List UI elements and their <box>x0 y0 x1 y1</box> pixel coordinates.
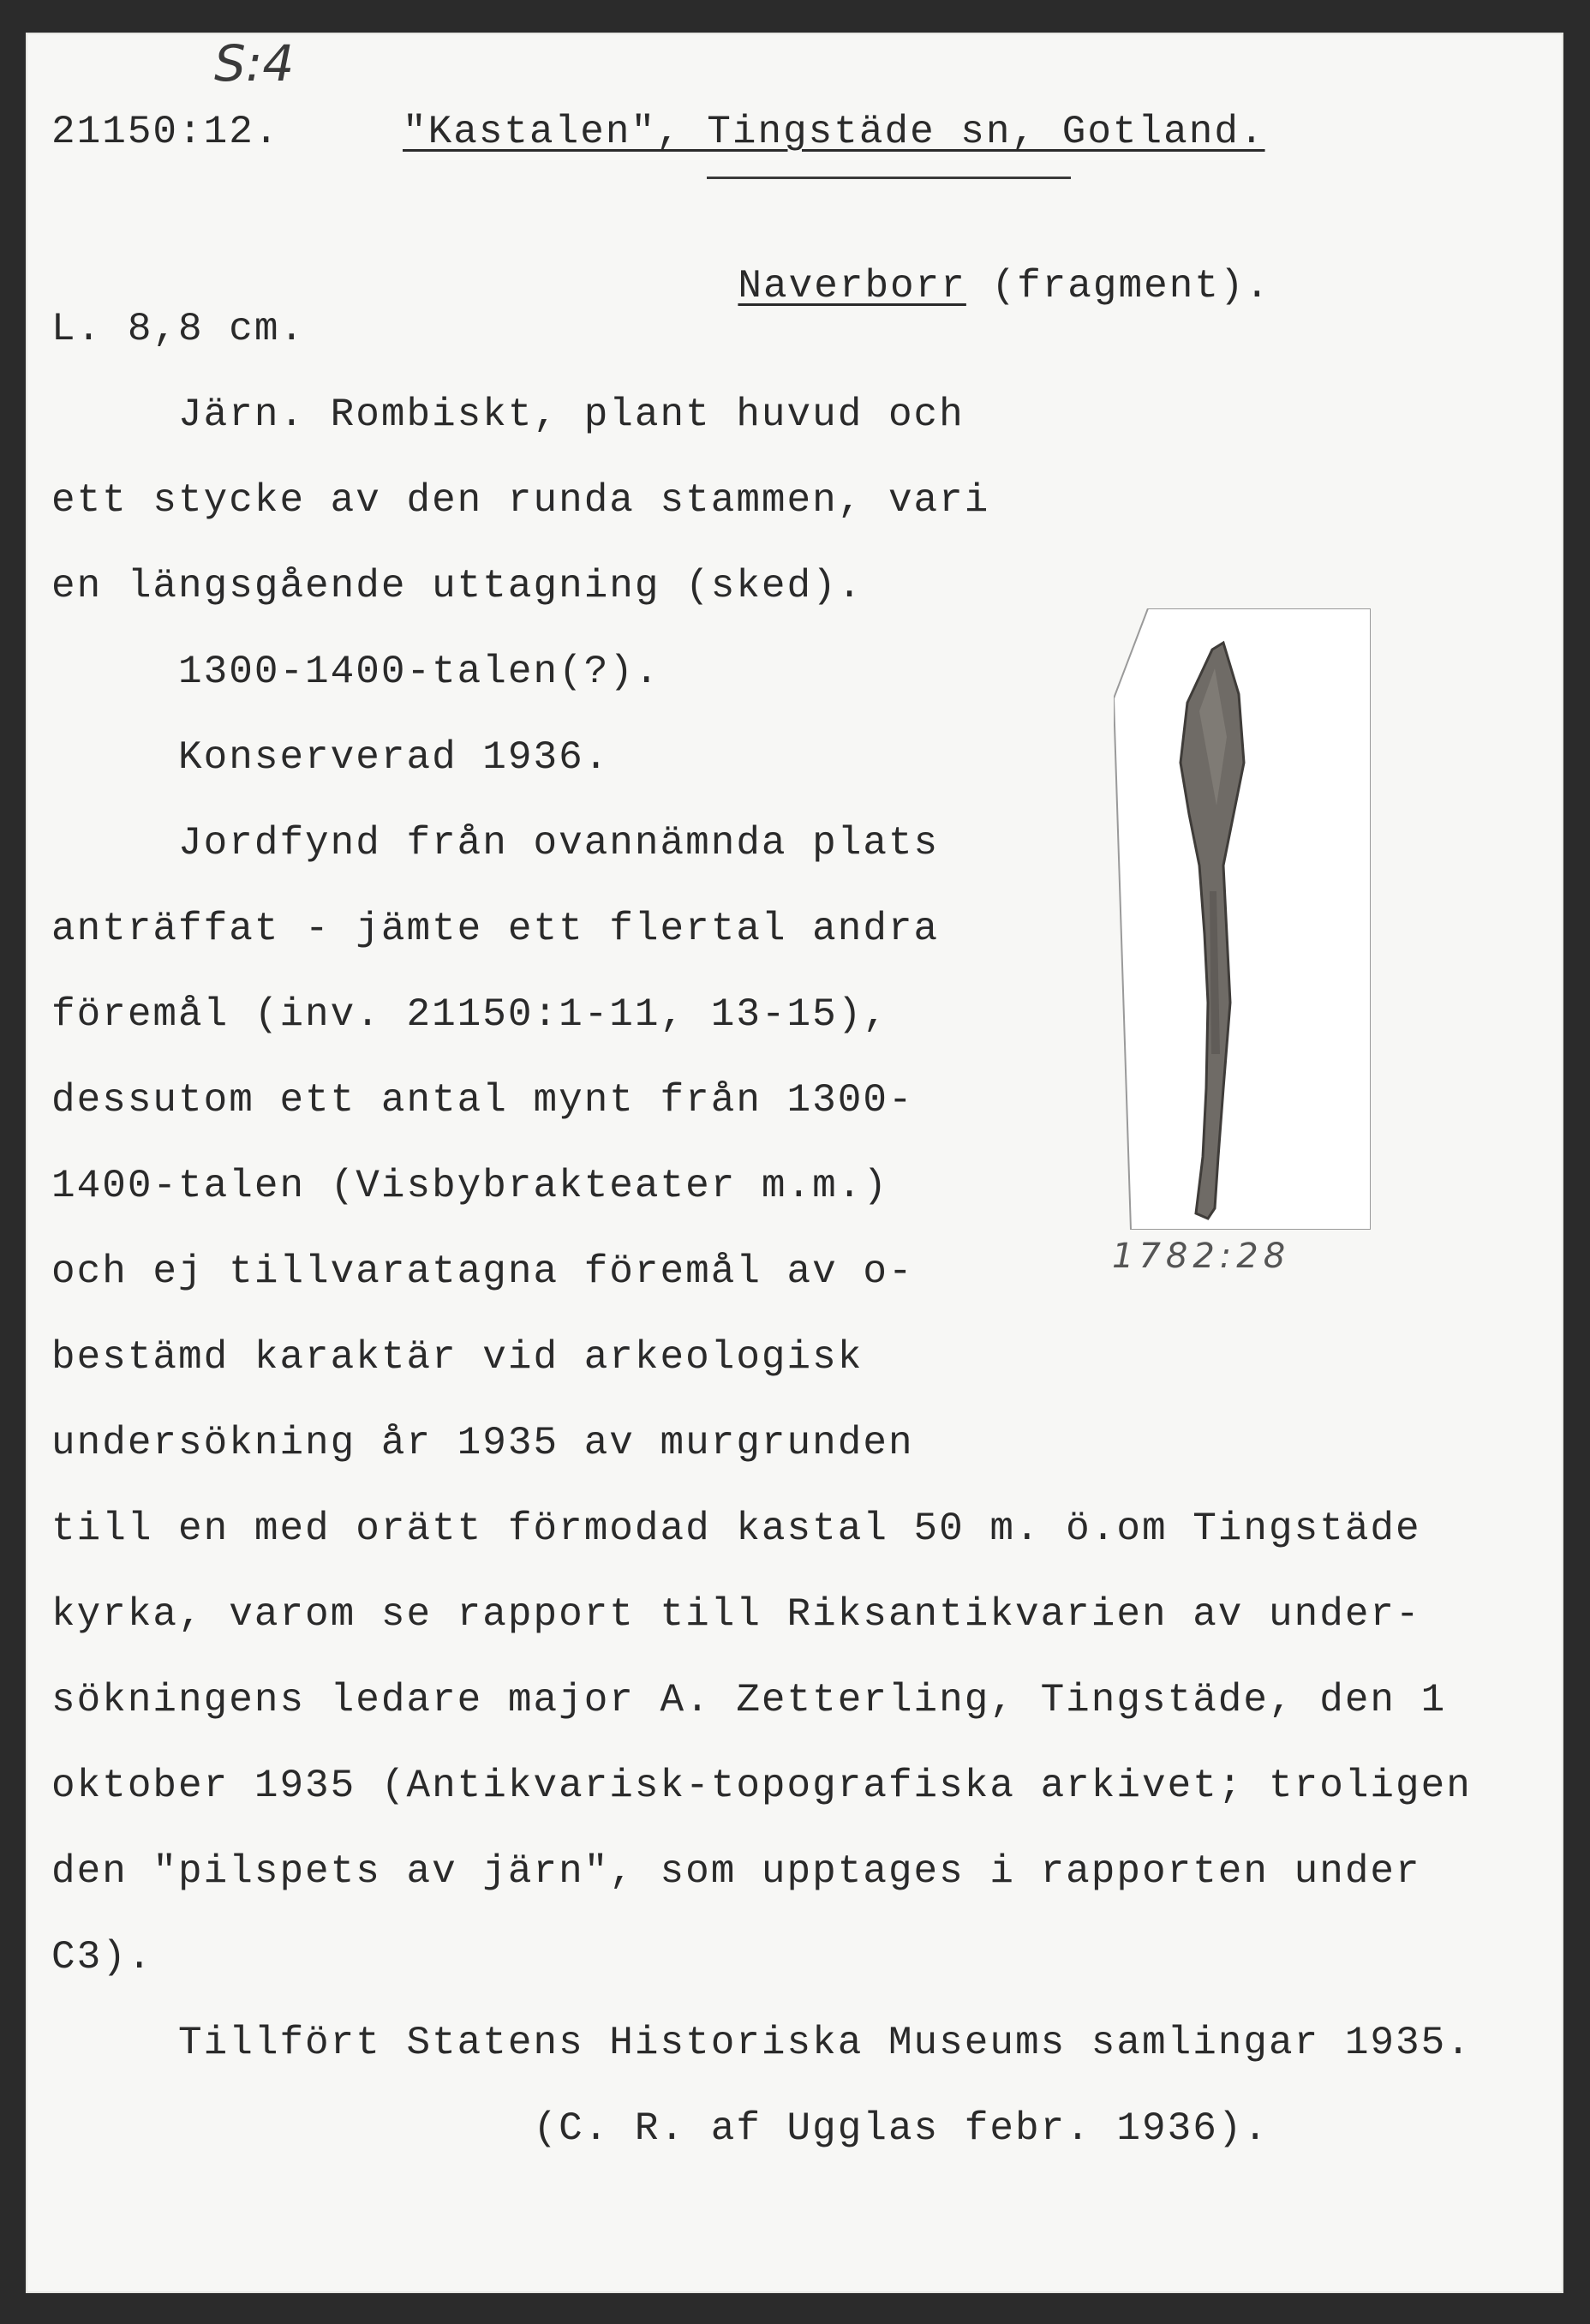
text-line-8: föremål (inv. 21150:1-11, 13-15), <box>51 992 888 1037</box>
object-title <box>637 219 1270 353</box>
text-line-16: sökningens ledare major A. Zetterling, Tingstäde, den 1 <box>51 1678 1447 1722</box>
text-line-7: anträffat - jämte ett flertal andra <box>51 907 940 951</box>
object-name: Naverborr <box>738 264 966 308</box>
text-line-14: till en med orätt förmodad kastal 50 m. ö.om Tingstäde <box>51 1506 1421 1551</box>
text-line-20: Tillfört Statens Historiska Museums samlingar 1935. <box>51 2021 1472 2065</box>
text-line-6: Jordfynd från ovannämnda plats <box>51 821 940 866</box>
length-line: L. 8,8 cm. <box>51 307 306 351</box>
pencil-note: S:4 <box>214 34 295 93</box>
text-line-18: den "pilspets av järn", som upptages i rapporten under <box>51 1849 1421 1894</box>
find-location: "Kastalen", Tingstäde sn, Gotland. <box>403 110 1265 154</box>
text-line-2: ett stycke av den runda stammen, vari <box>51 478 990 523</box>
text-line-5: Konserverad 1936. <box>51 735 610 780</box>
title-rule <box>707 177 1071 179</box>
photo-number: 1782:28 <box>1112 1237 1291 1276</box>
text-line-3: en längsgående uttagning (sked). <box>51 564 864 608</box>
text-line-13: undersökning år 1935 av murgrunden <box>51 1421 914 1465</box>
text-line-1: Järn. Rombiskt, plant huvud och <box>51 392 965 437</box>
text-line-15: kyrka, varom se rapport till Riksantikvarien av under- <box>51 1592 1421 1637</box>
text-line-21: (C. R. af Ugglas febr. 1936). <box>51 2106 1270 2151</box>
text-line-12: bestämd karaktär vid arkeologisk <box>51 1335 864 1380</box>
inventory-number: 21150:12. <box>51 110 280 154</box>
object-qualifier: (fragment). <box>965 264 1271 308</box>
text-line-10: 1400-talen (Visbybrakteater m.m.) <box>51 1164 888 1208</box>
text-line-11: och ej tillvaratagna föremål av o- <box>51 1249 914 1294</box>
text-line-17: oktober 1935 (Antikvarisk-topografiska arkivet; troligen <box>51 1764 1472 1808</box>
catalog-card <box>26 33 1563 2293</box>
object-photograph <box>1114 608 1371 1230</box>
text-line-4: 1300-1400-talen(?). <box>51 650 661 694</box>
text-line-19: C3). <box>51 1935 153 1980</box>
text-line-9: dessutom ett antal mynt från 1300- <box>51 1078 914 1123</box>
